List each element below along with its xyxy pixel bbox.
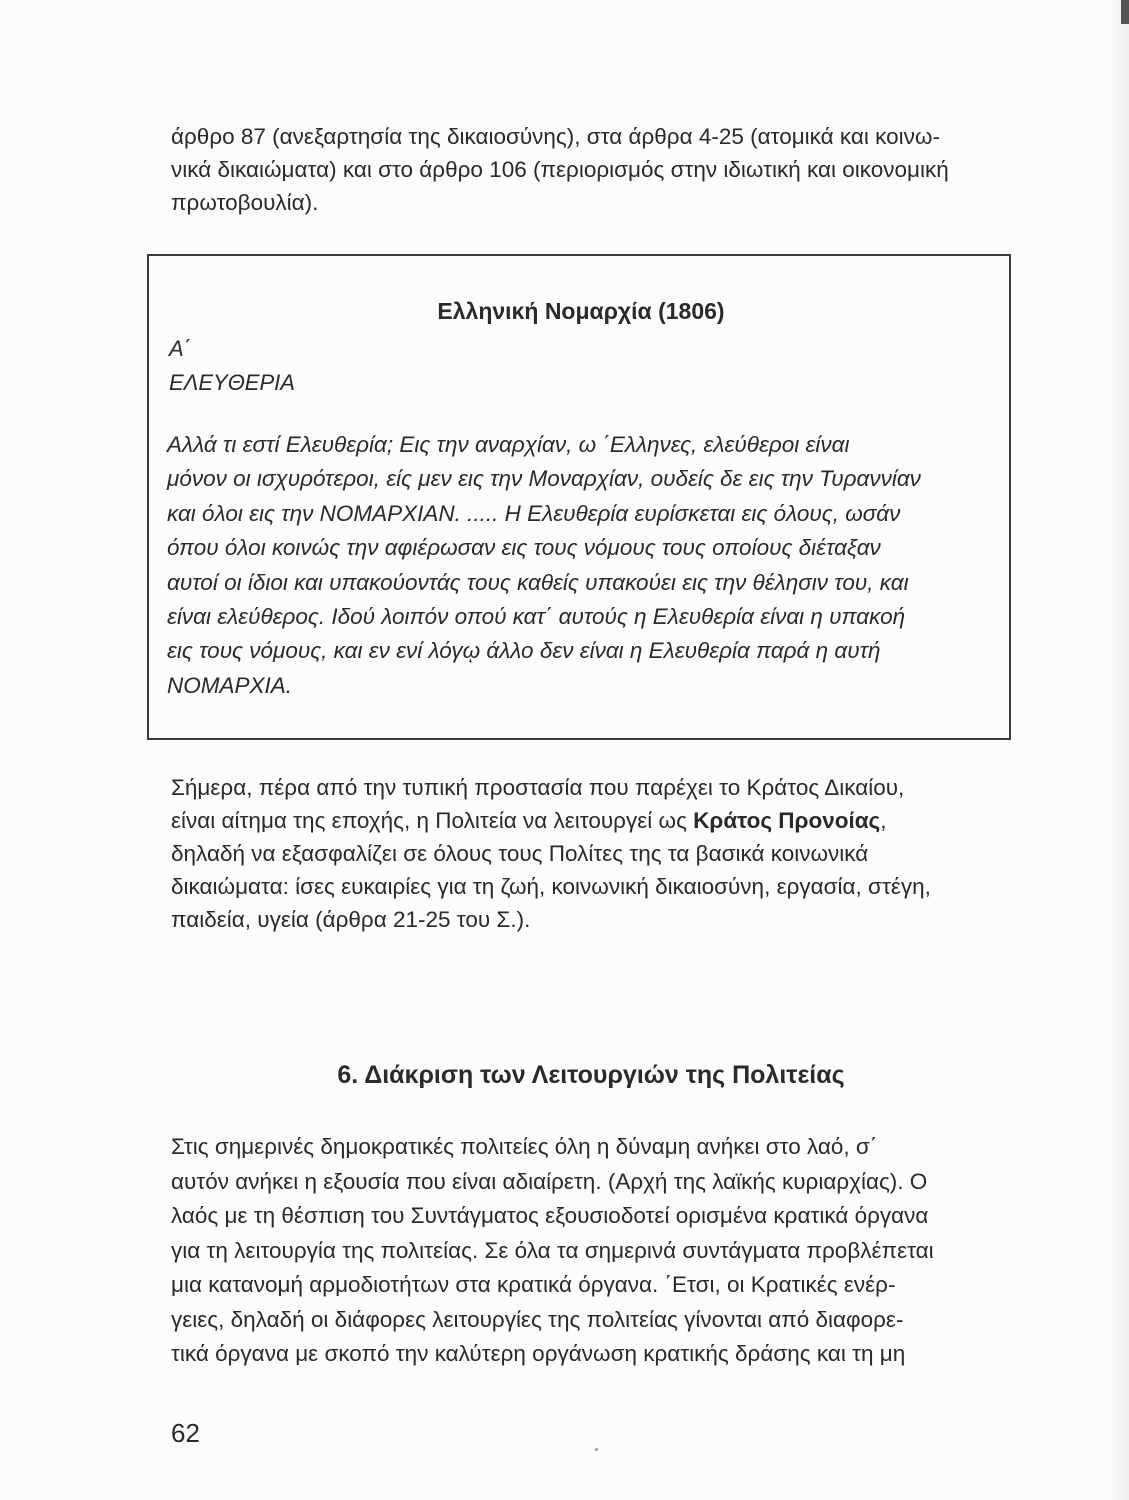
final-line: γειες, δηλαδή οι διάφορες λειτουργίες της πολιτείας γίνονται από διαφορε-	[171, 1306, 904, 1332]
welfare-state-paragraph	[171, 771, 1011, 936]
intro-line: άρθρο 87 (ανεξαρτησία της δικαιοσύνης), στα άρθρα 4-25 (ατομικά και κοινω-	[171, 124, 940, 149]
quote-line: μόνον οι ισχυρότεροι, είς μεν εις την Μοναρχίαν, ουδείς δε εις την Τυραννίαν	[167, 466, 921, 492]
quote-line: είναι ελεύθερος. Ιδού λοιπόν οπού κατ΄ αυτούς η Ελευθερία είναι η υπακοή	[167, 604, 906, 630]
scan-speck	[595, 1448, 598, 1451]
quote-line: και όλοι εις την ΝΟΜΑΡΧΙΑΝ. ..... Η Ελευθερία ευρίσκεται εις όλους, ωσάν	[167, 500, 901, 526]
quote-line: αυτοί οι ίδιοι και υπακούοντάς τους καθείς υπακούει εις την θέλησιν του, και	[167, 569, 909, 595]
final-line: Στις σημερινές δημοκρατικές πολιτείες όλη η δύναμη ανήκει στο λαό, σ΄	[171, 1134, 878, 1159]
final-line: μια κατανομή αρμοδιοτήτων στα κρατικά όργανα. ΄Ετσι, οι Κρατικές ενέρ-	[171, 1272, 896, 1297]
quote-line: ΝΟΜΑΡΧΙΑ.	[167, 672, 293, 698]
final-line: για τη λειτουργία της πολιτείας. Σε όλα τα σημερινά συντάγματα προβλέπεται	[171, 1237, 934, 1263]
intro-line: νικά δικαιώματα) και στο άρθρο 106 (περιορισμός στην ιδιωτική και οικονομική	[171, 157, 949, 182]
section-heading: 6. Διάκριση των Λειτουργιών της Πολιτείας	[337, 1061, 845, 1089]
page-number: 62	[171, 1418, 200, 1448]
final-line: τικά όργανα με σκοπό την καλύτερη οργάνωση κρατικής δράσης και τη μη	[171, 1341, 906, 1366]
quote-box	[147, 254, 1011, 740]
final-line: αυτόν ανήκει η εξουσία που είναι αδιαίρετη. (Αρχή της λαϊκής κυριαρχίας). Ο	[171, 1168, 928, 1194]
welfare-state-term: Κράτος Προνοίας	[693, 808, 881, 833]
intro-line: πρωτοβουλία).	[171, 190, 319, 215]
quote-text	[167, 428, 1003, 703]
final-line: λαός με τη θέσπιση του Συντάγματος εξουσιοδοτεί ορισμένα κρατικά όργανα	[171, 1203, 929, 1228]
quote-line: εις τους νόμους, και εν ενί λόγῳ άλλο δεν είναι η Ελευθερία παρά η αυτή	[167, 638, 881, 664]
body-line: παιδεία, υγεία (άρθρα 21-25 του Σ.).	[171, 907, 531, 932]
body-text: ,	[880, 808, 887, 833]
intro-paragraph	[171, 120, 1011, 219]
quote-section-label: ΕΛΕΥΘΕΡΙΑ	[169, 370, 295, 395]
quote-line: Αλλά τι εστί Ελευθερία; Εις την αναρχίαν, ω ΄Ελληνες, ελεύθεροι είναι	[167, 432, 850, 457]
body-line: Σήμερα, πέρα από την τυπική προστασία που παρέχει το Κράτος Δικαίου,	[171, 775, 905, 800]
body-text: είναι αίτημα της εποχής, η Πολιτεία να λειτουργεί ως	[171, 808, 694, 833]
body-line: δικαιώματα: ίσες ευκαιρίες για τη ζωή, κοινωνική δικαιοσύνη, εργασία, στέγη,	[171, 874, 931, 899]
page-edge-shadow	[1107, 0, 1129, 1500]
body-line	[171, 804, 1011, 837]
quote-section-number: Α΄	[169, 336, 191, 361]
page-corner-mark	[1121, 0, 1129, 24]
separation-of-powers-paragraph	[171, 1130, 1011, 1372]
quote-line: όπου όλοι κοινώς την αφιέρωσαν εις τους νόμους τους οποίους διέταξαν	[167, 535, 881, 561]
body-line: δηλαδή να εξασφαλίζει σε όλους τους Πολίτες της τα βασικά κοινωνικά	[171, 841, 869, 866]
quote-box-title: Ελληνική Νομαρχία (1806)	[437, 298, 725, 324]
